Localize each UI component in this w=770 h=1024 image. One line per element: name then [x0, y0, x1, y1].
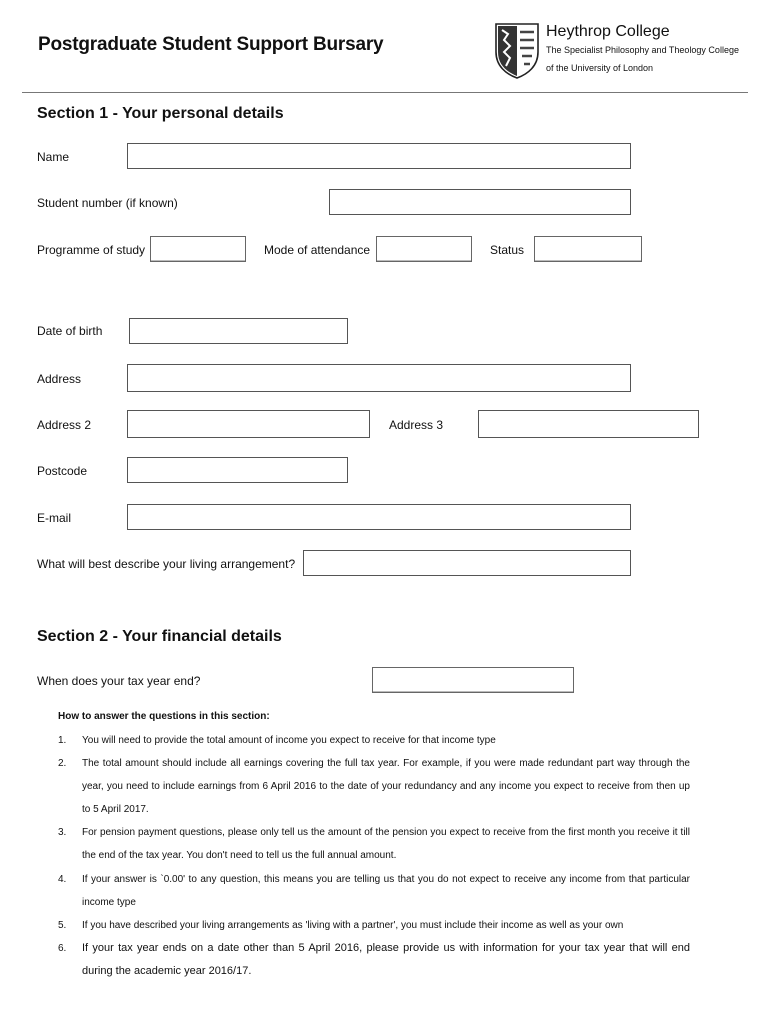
college-name: Heythrop College — [546, 23, 670, 40]
list-item-number: 6. — [58, 943, 67, 954]
list-item: You will need to provide the total amount of income you expect to receive for that income type — [82, 735, 496, 746]
student-number-label: Student number (if known) — [37, 196, 178, 210]
name-label: Name — [37, 150, 70, 164]
college-subtitle: The Specialist Philosophy and Theology College — [546, 45, 739, 55]
college-crest-logo — [494, 22, 540, 80]
living-arrangement-label: What will best describe your living arrangement? — [37, 557, 296, 571]
address-2-input[interactable] — [127, 410, 370, 438]
address-label: Address — [37, 372, 82, 386]
status-label: Status — [490, 243, 525, 257]
address-2-label: Address 2 — [37, 418, 92, 432]
section-1-title: Section 1 - Your personal details — [37, 105, 284, 122]
list-item: The total amount should include all earnings covering the full tax year. For example, if you were made redundant part way through the year, you need to include earnings from 6 April 2016 to the date of your redundancy and any income you expect to receive from then up to 5 April 2017. — [82, 758, 690, 815]
postcode-label: Postcode — [37, 464, 88, 478]
list-item-number: 3. — [58, 827, 67, 838]
address-3-input[interactable] — [478, 410, 699, 438]
address-input[interactable] — [127, 364, 631, 392]
email-label: E-mail — [37, 511, 72, 525]
name-input[interactable] — [127, 143, 631, 169]
email-input[interactable] — [127, 504, 631, 530]
living-arrangement-input[interactable] — [303, 550, 631, 576]
howto-heading: How to answer the questions in this section: — [58, 711, 270, 722]
list-item-number: 2. — [58, 758, 67, 769]
section-2-title: Section 2 - Your financial details — [37, 628, 282, 645]
mode-of-attendance-input[interactable] — [376, 236, 472, 262]
student-number-input[interactable] — [329, 189, 631, 215]
postcode-input[interactable] — [127, 457, 348, 483]
list-item-number: 1. — [58, 735, 67, 746]
dob-input[interactable] — [129, 318, 348, 344]
list-item-number: 4. — [58, 874, 67, 885]
programme-input[interactable] — [150, 236, 246, 262]
list-item: If your answer is `0.00' to any question, this means you are telling us that you do not expect to receive any income from that particular income type — [82, 874, 690, 908]
programme-label: Programme of study — [37, 243, 146, 257]
list-item: If you have described your living arrangements as 'living with a partner', you must include their income as well as your own — [82, 920, 624, 931]
list-item: For pension payment questions, please only tell us the amount of the pension you expect to receive from the first month you receive it till the end of the tax year. You don't need to tell us the full annual amount. — [82, 827, 690, 861]
form-title: Postgraduate Student Support Bursary — [38, 34, 384, 55]
list-item: If your tax year ends on a date other than 5 April 2016, please provide us with information for your tax year that will end during the academic year 2016/17. — [82, 942, 690, 977]
mode-of-attendance-label: Mode of attendance — [264, 243, 371, 257]
tax-year-label: When does your tax year end? — [37, 674, 201, 688]
status-input[interactable] — [534, 236, 642, 262]
tax-year-input[interactable] — [372, 667, 574, 693]
list-item-number: 5. — [58, 920, 67, 931]
college-subtitle-2: of the University of London — [546, 63, 654, 73]
address-3-label: Address 3 — [389, 418, 444, 432]
dob-label: Date of birth — [37, 324, 103, 338]
header-divider — [22, 92, 748, 93]
